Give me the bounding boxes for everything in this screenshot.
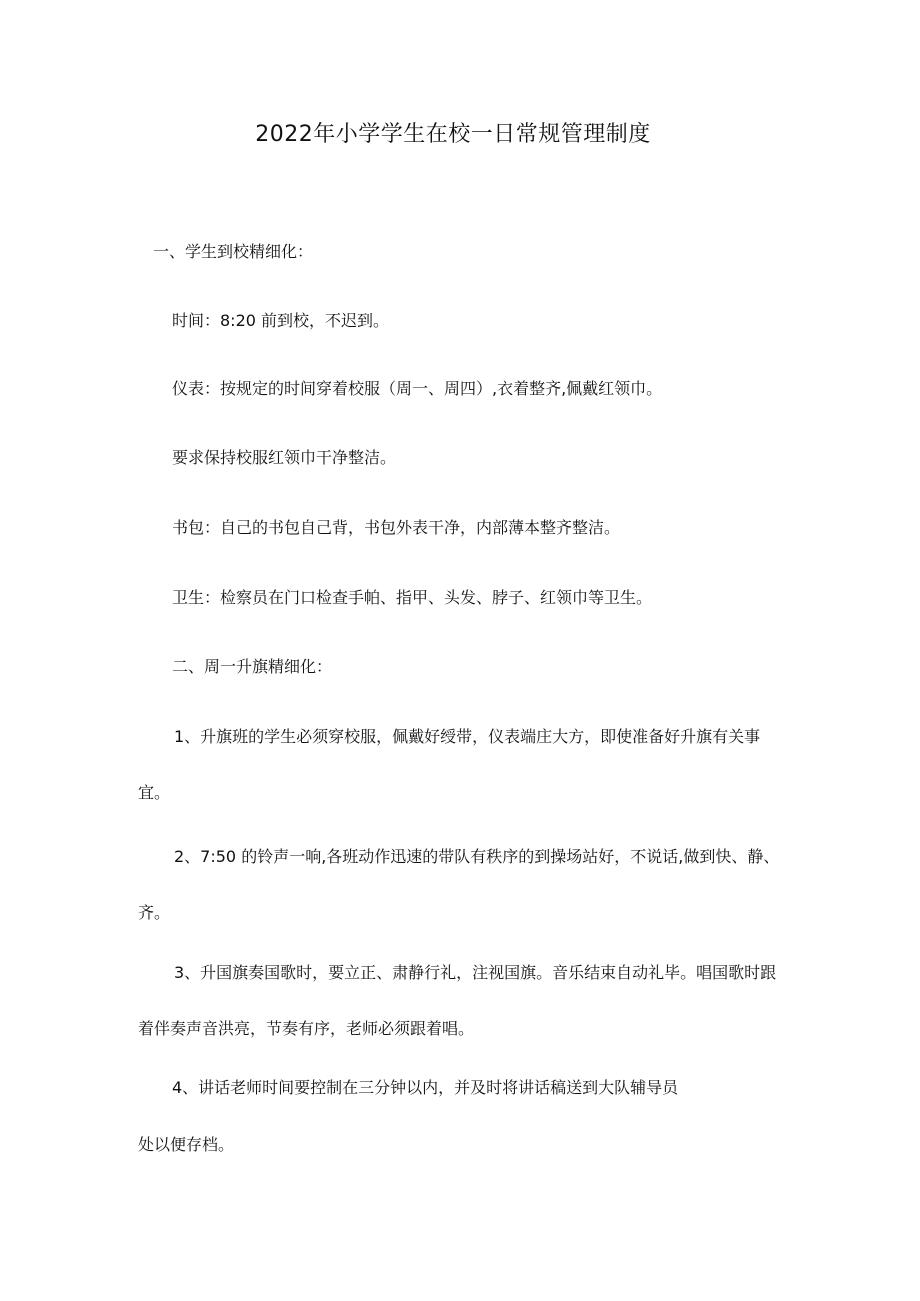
flag-raising-item-3: 3、升国旗奏国歌时，要立正、肃静行礼，注视国旗。音乐结束自动礼毕。唱国歌时跟着伴奏声音洪亮，节奏有序，老师必须跟着唱。 [138, 963, 777, 1038]
flag-raising-item-4-continued: 处以便存档。 [138, 1135, 235, 1154]
arrival-time-rule: 时间：8:20 前到校，不迟到。 [172, 311, 390, 330]
document-title: 2022年小学学生在校一日常规管理制度 [255, 122, 651, 147]
hygiene-rule: 卫生：检察员在门口检查手帕、指甲、头发、脖子、红领巾等卫生。 [172, 588, 653, 607]
flag-raising-item-1: 1、升旗班的学生必须穿校服，佩戴好绶带，仪表端庄大方，即使准备好升旗有关事宜。 [138, 727, 761, 802]
flag-raising-item-4: 4、讲话老师时间要控制在三分钟以内，并及时将讲话稿送到大队辅导员 [172, 1078, 679, 1097]
uniform-cleanliness-rule: 要求保持校服红领巾干净整洁。 [172, 448, 397, 467]
appearance-rule: 仪表：按规定的时间穿着校服（周一、周四）,衣着整齐,佩戴红领巾。 [172, 379, 663, 398]
section1-heading: 一、学生到校精细化： [153, 242, 314, 261]
flag-raising-item-2: 2、7:50 的铃声一响,各班动作迅速的带队有秩序的到操场站好，不说话,做到快、静、齐。 [138, 847, 780, 922]
section2-heading: 二、周一升旗精细化： [172, 657, 333, 676]
schoolbag-rule: 书包：自己的书包自己背，书包外表干净，内部薄本整齐整洁。 [172, 518, 621, 537]
